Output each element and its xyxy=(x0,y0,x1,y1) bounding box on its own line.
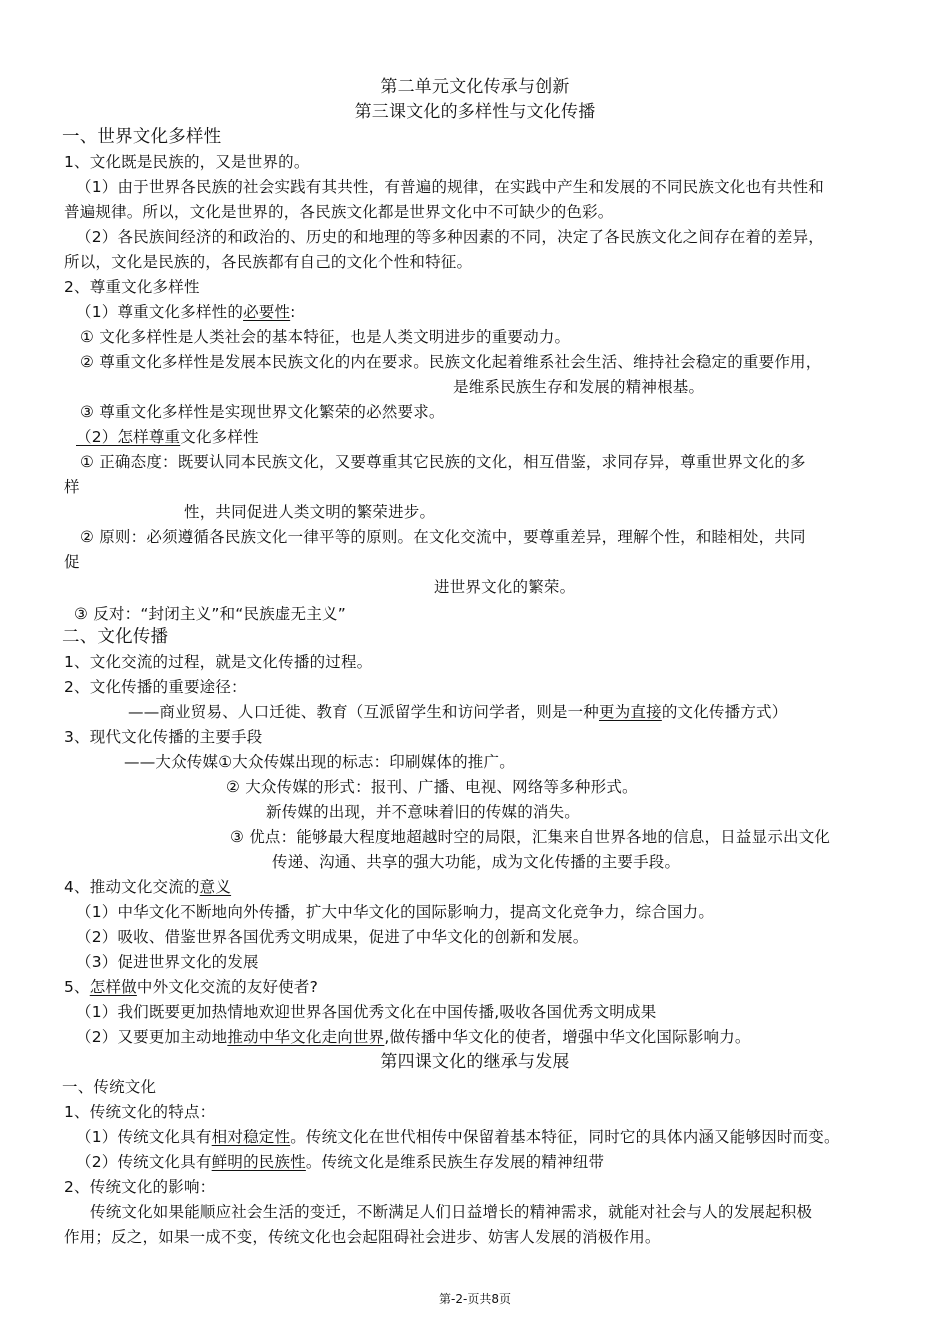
paragraph: （2）各民族间经济的和政治的、历史的和地理的等多种因素的不同，决定了各民族文化之间存在着的差异， xyxy=(76,228,824,246)
underlined-term: 推动中华文化走向世界 xyxy=(227,1028,385,1046)
list-item: ③ 反对：“封闭主义”和“民族虚无主义” xyxy=(74,605,346,623)
underlined-term: （2）怎样尊重 xyxy=(76,428,181,446)
paragraph: 1、文化既是民族的，又是世界的。 xyxy=(64,153,310,171)
list-item: 是维系民族生存和发展的精神根基。 xyxy=(453,378,705,396)
paragraph: 5、怎样做中外文化交流的友好使者? xyxy=(64,978,319,996)
paragraph: ——商业贸易、人口迁徙、教育（互派留学生和访问学者，则是一种更为直接的文化传播方式） xyxy=(128,703,788,721)
paragraph: 普遍规律。所以，文化是世界的，各民族文化都是世界文化中不可缺少的色彩。 xyxy=(64,203,614,221)
paragraph: 1、文化交流的过程，就是文化传播的过程。 xyxy=(64,653,373,671)
underlined-term: 鲜明的民族性 xyxy=(211,1153,306,1171)
unit-title: 第二单元文化传承与创新 xyxy=(380,77,570,97)
lesson-4-title: 第四课文化的继承与发展 xyxy=(380,1052,570,1072)
list-item: ——大众传媒①大众传媒出现的标志：印刷媒体的推广。 xyxy=(124,753,515,771)
list-item: ① 文化多样性是人类社会的基本特征，也是人类文明进步的重要动力。 xyxy=(80,328,571,346)
list-item: 促 xyxy=(64,553,80,571)
list-item: 样 xyxy=(64,478,80,496)
paragraph: 所以，文化是民族的，各民族都有自己的文化个性和特征。 xyxy=(64,253,473,271)
list-item: （3）促进世界文化的发展 xyxy=(76,953,259,971)
list-item: 新传媒的出现，并不意味着旧的传媒的消失。 xyxy=(266,803,581,821)
paragraph: 4、推动文化交流的意义 xyxy=(64,878,232,896)
list-item: 性，共同促进人类文明的繁荣进步。 xyxy=(184,503,436,521)
section-heading: 一、世界文化多样性 xyxy=(62,127,222,147)
list-item: ① 正确态度：既要认同本民族文化，又要尊重其它民族的文化，相互借鉴，求同存异，尊重世界文化的多 xyxy=(80,453,806,471)
list-item: （2）传统文化具有鲜明的民族性。传统文化是维系民族生存发展的精神纽带 xyxy=(76,1153,605,1171)
paragraph: 3、现代文化传播的主要手段 xyxy=(64,728,263,746)
list-item: ② 大众传媒的形式：报刊、广播、电视、网络等多种形式。 xyxy=(226,778,638,796)
paragraph: 2、传统文化的影响： xyxy=(64,1178,216,1196)
list-item: ③ 尊重文化多样性是实现世界文化繁荣的必然要求。 xyxy=(80,403,445,421)
lesson-3-title: 第三课文化的多样性与文化传播 xyxy=(354,102,596,122)
list-item: ② 原则：必须遵循各民族文化一律平等的原则。在文化交流中，要尊重差异，理解个性，和睦相处，共同 xyxy=(80,528,806,546)
paragraph: （1）尊重文化多样性的必要性: xyxy=(76,303,296,321)
list-item: 进世界文化的繁荣。 xyxy=(434,578,576,596)
page-footer: 第-2-页共8页 xyxy=(439,1292,511,1306)
list-item: ③ 优点：能够最大程度地超越时空的局限，汇集来自世界各地的信息，日益显示出文化 xyxy=(230,828,831,846)
underlined-term: 必要性 xyxy=(243,303,291,321)
paragraph: 2、文化传播的重要途径： xyxy=(64,678,247,696)
paragraph: （2）怎样尊重文化多样性 xyxy=(76,428,259,446)
paragraph: 1、传统文化的特点： xyxy=(64,1103,216,1121)
paragraph: 作用；反之，如果一成不变，传统文化也会起阻碍社会进步、妨害人发展的消极作用。 xyxy=(64,1228,661,1246)
paragraph: （1）由于世界各民族的社会实践有其共性，有普遍的规律，在实践中产生和发展的不同民族文化也有共性和 xyxy=(76,178,824,196)
underlined-term: 更为直接 xyxy=(599,703,662,721)
paragraph: 2、尊重文化多样性 xyxy=(64,278,200,296)
list-item: （1）中华文化不断地向外传播，扩大中华文化的国际影响力，提高文化竞争力，综合国力。 xyxy=(76,903,715,921)
paragraph: 传统文化如果能顺应社会生活的变迁，不断满足人们日益增长的精神需求，就能对社会与人的发展起积极 xyxy=(90,1203,813,1221)
list-item: （2）又要更加主动地推动中华文化走向世界,做传播中华文化的使者，增强中华文化国际影响力。 xyxy=(76,1028,751,1046)
list-item: 传递、沟通、共享的强大功能，成为文化传播的主要手段。 xyxy=(272,853,681,871)
underlined-term: 相对稳定性 xyxy=(211,1128,291,1146)
list-item: （2）吸收、借鉴世界各国优秀文明成果，促进了中华文化的创新和发展。 xyxy=(76,928,589,946)
list-item: （1）传统文化具有相对稳定性。传统文化在世代相传中保留着基本特征，同时它的具体内涵又能够因时而变。 xyxy=(76,1128,840,1146)
list-item: ② 尊重文化多样性是发展本民族文化的内在要求。民族文化起着维系社会生活、维持社会稳定的重要作用， xyxy=(80,353,822,371)
underlined-term: 怎样做 xyxy=(89,978,137,996)
list-item: （1）我们既要更加热情地欢迎世界各国优秀文化在中国传播,吸收各国优秀文明成果 xyxy=(76,1003,657,1021)
section-heading: 二、文化传播 xyxy=(62,627,169,647)
section-heading: 一、传统文化 xyxy=(62,1078,157,1096)
underlined-term: 意义 xyxy=(199,878,232,896)
